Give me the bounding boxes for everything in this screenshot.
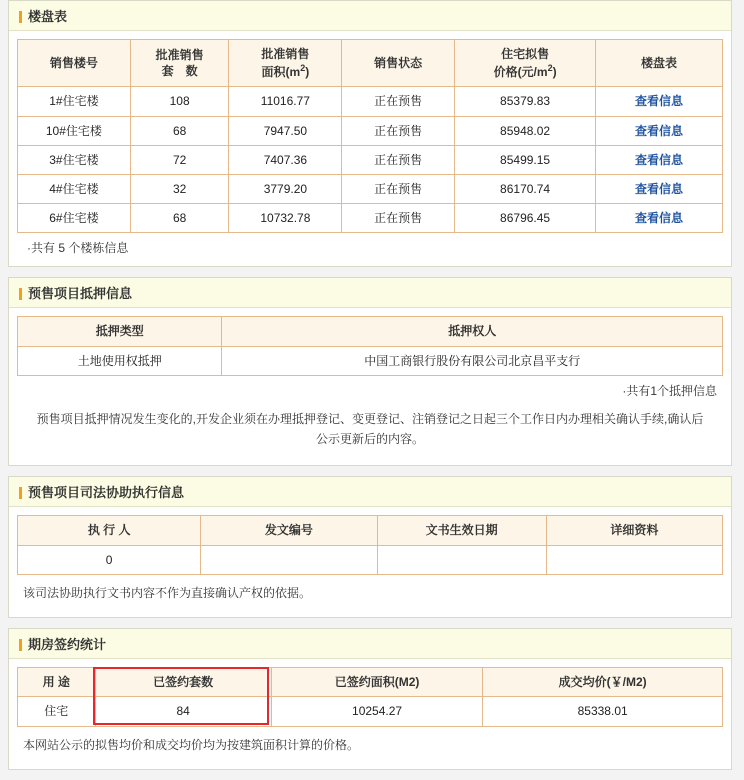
title-marker-icon [19, 487, 22, 499]
cell-price: 85948.02 [455, 116, 596, 145]
table-row [18, 204, 723, 233]
col-usage: 用 途 [18, 668, 96, 697]
cell-building-no: 4#住宅楼 [18, 174, 131, 203]
cell-price: 86170.74 [455, 174, 596, 203]
building-list-title [9, 1, 731, 31]
cell-price: 85499.15 [455, 145, 596, 174]
presale-stats-panel [8, 628, 732, 770]
cell-units: 108 [130, 87, 229, 116]
cell-area: 3779.20 [229, 174, 342, 203]
building-list-body [9, 31, 731, 266]
judicial-title-text: 预售项目司法协助执行信息 [28, 485, 185, 501]
cell-price: 85379.83 [455, 87, 596, 116]
table-row [18, 116, 723, 145]
table-header-row [18, 317, 723, 346]
view-info-link[interactable]: 查看信息 [635, 94, 684, 109]
cell-view-link[interactable] [596, 145, 723, 174]
table-row [18, 145, 723, 174]
cell-detail [546, 545, 722, 574]
cell-building-no: 10#住宅楼 [18, 116, 131, 145]
presale-stats-title [9, 629, 731, 659]
cell-view-link[interactable] [596, 204, 723, 233]
col-price: 住宅拟售 价格(元$/m^2$) [455, 40, 596, 87]
title-marker-icon [19, 11, 22, 23]
presale-stats-body [9, 659, 731, 769]
cell-status: 正在预售 [342, 116, 455, 145]
cell-area: 10732.78 [229, 204, 342, 233]
col-doc-number: 发文编号 [201, 516, 377, 545]
cell-area: 7407.36 [229, 145, 342, 174]
col-executor: 执 行 人 [18, 516, 201, 545]
col-sales-status: 销售状态 [342, 40, 455, 87]
cell-units: 68 [130, 116, 229, 145]
mortgage-body [9, 308, 731, 465]
cell-executor: 0 [18, 545, 201, 574]
cell-status: 正在预售 [342, 204, 455, 233]
judicial-body [9, 507, 731, 617]
cell-effective-date [377, 545, 546, 574]
presale-stats-table [17, 667, 723, 726]
cell-area: 11016.77 [229, 87, 342, 116]
col-approved-area: 批准销售 面积$(m^2)$ [229, 40, 342, 87]
table-row [18, 697, 723, 726]
view-info-link[interactable]: 查看信息 [635, 152, 684, 167]
cell-building-no: 6#住宅楼 [18, 204, 131, 233]
col-building-table: 楼盘表 [596, 40, 723, 87]
col-signed-area: 已签约面积(M2) [271, 668, 483, 697]
col-approved-units: 批准销售 套 数 [130, 40, 229, 87]
cell-status: 正在预售 [342, 145, 455, 174]
cell-building-no: 1#住宅楼 [18, 87, 131, 116]
cell-units: 72 [130, 145, 229, 174]
cell-mortgage-type: 土地使用权抵押 [18, 346, 222, 375]
table-header-row [18, 40, 723, 87]
col-avg-price: 成交均价(￥/M2) [483, 668, 723, 697]
title-marker-icon [19, 288, 22, 300]
presale-stats-paragraph: 本网站公示的拟售均价和成交均价均为按建筑面积计算的价格。 [23, 737, 360, 752]
view-info-link[interactable]: 查看信息 [635, 123, 684, 138]
cell-area: 7947.50 [229, 116, 342, 145]
judicial-panel [8, 476, 732, 618]
table-row [18, 87, 723, 116]
presale-stats-title-text: 期房签约统计 [28, 637, 107, 653]
cell-view-link[interactable] [596, 87, 723, 116]
mortgage-paragraph: 预售项目抵押情况发生变化的,开发企业须在办理抵押登记、变更登记、注销登记之日起三个工作日内办理相关确认手续,确认后公示更新后的内容。 [36, 411, 704, 447]
cell-signed-area: 10254.27 [271, 697, 483, 726]
title-marker-icon [19, 639, 22, 651]
cell-mortgage-holder: 中国工商银行股份有限公司北京昌平支行 [222, 346, 723, 375]
mortgage-title-text: 预售项目抵押信息 [28, 286, 133, 302]
building-list-table [17, 39, 723, 233]
mortgage-table [17, 316, 723, 375]
judicial-paragraph: 该司法协助执行文书内容不作为直接确认产权的依据。 [23, 585, 312, 600]
building-list-panel [8, 0, 732, 267]
cell-usage: 住宅 [18, 697, 96, 726]
mortgage-title [9, 278, 731, 308]
col-detail: 详细资料 [546, 516, 722, 545]
cell-avg-price: 85338.01 [483, 697, 723, 726]
table-header-row [18, 668, 723, 697]
mortgage-footnote: ·共有1个抵押信息 [622, 383, 717, 398]
view-info-link[interactable]: 查看信息 [635, 211, 684, 226]
cell-status: 正在预售 [342, 87, 455, 116]
cell-view-link[interactable] [596, 116, 723, 145]
cell-view-link[interactable] [596, 174, 723, 203]
cell-price: 86796.45 [455, 204, 596, 233]
table-header-row [18, 516, 723, 545]
cell-building-no: 3#住宅楼 [18, 145, 131, 174]
table-row [18, 545, 723, 574]
col-building-no: 销售楼号 [18, 40, 131, 87]
table-row [18, 346, 723, 375]
col-mortgage-type: 抵押类型 [18, 317, 222, 346]
judicial-table [17, 515, 723, 574]
table-row [18, 174, 723, 203]
view-info-link[interactable]: 查看信息 [635, 181, 684, 196]
col-signed-count: 已签约套数 [95, 668, 271, 697]
building-list-footnote: ·共有 5 个楼栋信息 [27, 241, 129, 256]
cell-doc-number [201, 545, 377, 574]
col-mortgage-holder: 抵押权人 [222, 317, 723, 346]
cell-units: 32 [130, 174, 229, 203]
cell-status: 正在预售 [342, 174, 455, 203]
cell-signed-count: 84 [95, 697, 271, 726]
building-list-title-text: 楼盘表 [28, 9, 68, 24]
cell-units: 68 [130, 204, 229, 233]
mortgage-panel [8, 277, 732, 466]
col-effective-date: 文书生效日期 [377, 516, 546, 545]
judicial-title [9, 477, 731, 507]
